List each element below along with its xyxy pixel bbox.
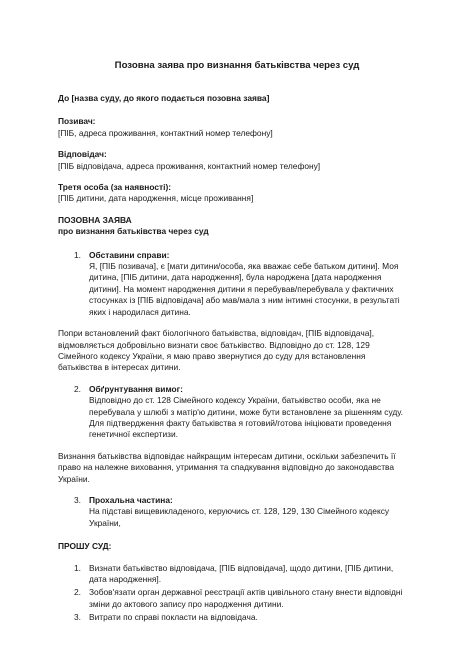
request-line: Визнати батьківство відповідача, [ПІБ відповідача], щодо дитини, [ПІБ дитини,	[89, 562, 394, 573]
document-body	[58, 93, 416, 624]
request-number: 1.	[74, 562, 81, 573]
defendant-block	[58, 149, 416, 172]
section-line: України,	[89, 517, 121, 528]
plaintiff-block	[58, 116, 416, 139]
claim-heading: ПОЗОВНА ЗАЯВА	[58, 214, 132, 225]
section-number: 2.	[74, 383, 81, 394]
section-line: яких і народилася дитина.	[89, 306, 191, 317]
section-line: Для підтвердження факту батьківства я готовий/готова ініціювати проведення	[89, 417, 392, 428]
request-heading: ПРОШУ СУД:	[58, 541, 112, 552]
document-title: Позовна заява про визнання батьківства через суд	[114, 60, 360, 71]
paragraph-line: Попри встановлений факт біологічного батьківства, відповідач, [ПІБ відповідача],	[58, 328, 375, 339]
paragraph-refusal	[58, 328, 416, 374]
section-line: Я, [ПІБ позивача], є [мати дитини/особа, яка вважає себе батьком дитини]. Моя	[89, 261, 399, 272]
section-line: дитини]. На момент народження дитини я перебував/перебувала у фактичних	[89, 283, 394, 294]
claim-heading-block	[58, 215, 416, 238]
section-heading: Прохальна частина:	[89, 494, 173, 505]
section-line: перебувала у шлюбі з матір'ю дитини, може бути встановлене за рішенням суду.	[89, 406, 403, 417]
paragraph-line: Сімейного кодексу України, я маю право звернутися до суду для встановлення	[58, 350, 366, 361]
section-heading: Обставини справи:	[89, 249, 170, 260]
request-item	[58, 612, 416, 623]
plaintiff-label: Позивач:	[58, 116, 96, 127]
request-item	[58, 563, 416, 586]
third-party-value: [ПІБ дитини, дата народження, місце проживання]	[58, 193, 254, 204]
defendant-value: [ПІБ відповідача, адреса проживання, контактний номер телефону]	[58, 160, 321, 171]
paragraph-line: батьківства в інтересах дитини.	[58, 362, 181, 373]
court-line: До [назва суду, до якого подається позовна заява]	[58, 93, 270, 103]
section-number: 1.	[74, 249, 81, 260]
third-party-label: Третя особа (за наявності):	[58, 182, 172, 193]
section-heading: Обґрунтування вимог:	[89, 383, 183, 394]
request-number: 2.	[74, 587, 81, 598]
section-line: Відповідно до ст. 128 Сімейного кодексу України, батьківство особи, яка не	[89, 395, 381, 406]
request-line: Витрати по справі покласти на відповідача.	[89, 612, 258, 623]
section-line: дитина, [ПІБ дитини, дата народження], була народжена [дата народження	[89, 272, 382, 283]
request-line: зміни до актового запису про народження дитини.	[89, 598, 284, 609]
section-circumstances	[58, 250, 416, 318]
section-grounds	[58, 384, 416, 441]
paragraph-line: України.	[58, 473, 90, 484]
section-request-part	[58, 495, 416, 529]
request-line: Зобов'язати орган державної реєстрації актів цивільного стану внести відповідні	[89, 587, 403, 598]
third-party-block	[58, 182, 416, 205]
section-number: 3.	[74, 494, 81, 505]
defendant-label: Відповідач:	[58, 149, 107, 160]
claim-subheading: про визнання батьківства через суд	[58, 226, 209, 237]
request-item	[58, 587, 416, 610]
paragraph-line: Визнання батьківства відповідає найкращим інтересам дитини, оскільки забезпечить її	[58, 450, 396, 461]
section-line: генетичної експертизи.	[89, 429, 178, 440]
section-line: стосунках із [ПІБ відповідача] або мав/мала з ним інтимні стосунки, в результаті	[89, 295, 400, 306]
section-line: На підставі вищевикладеного, керуючись ст. 128, 129, 130 Сімейного кодексу	[89, 506, 390, 517]
request-line: дата народження].	[89, 574, 162, 584]
paragraph-line: відмовляється добровільно визнати своє батьківство. Відповідно до ст. 128, 129	[58, 339, 370, 350]
paragraph-line: право на належне виховання, утримання та спадкування відповідно до законодавства	[58, 462, 395, 473]
request-list	[58, 563, 416, 624]
plaintiff-value: [ПІБ, адреса проживання, контактний номер телефону]	[58, 127, 273, 138]
paragraph-interests	[58, 451, 416, 485]
request-number: 3.	[74, 612, 81, 623]
